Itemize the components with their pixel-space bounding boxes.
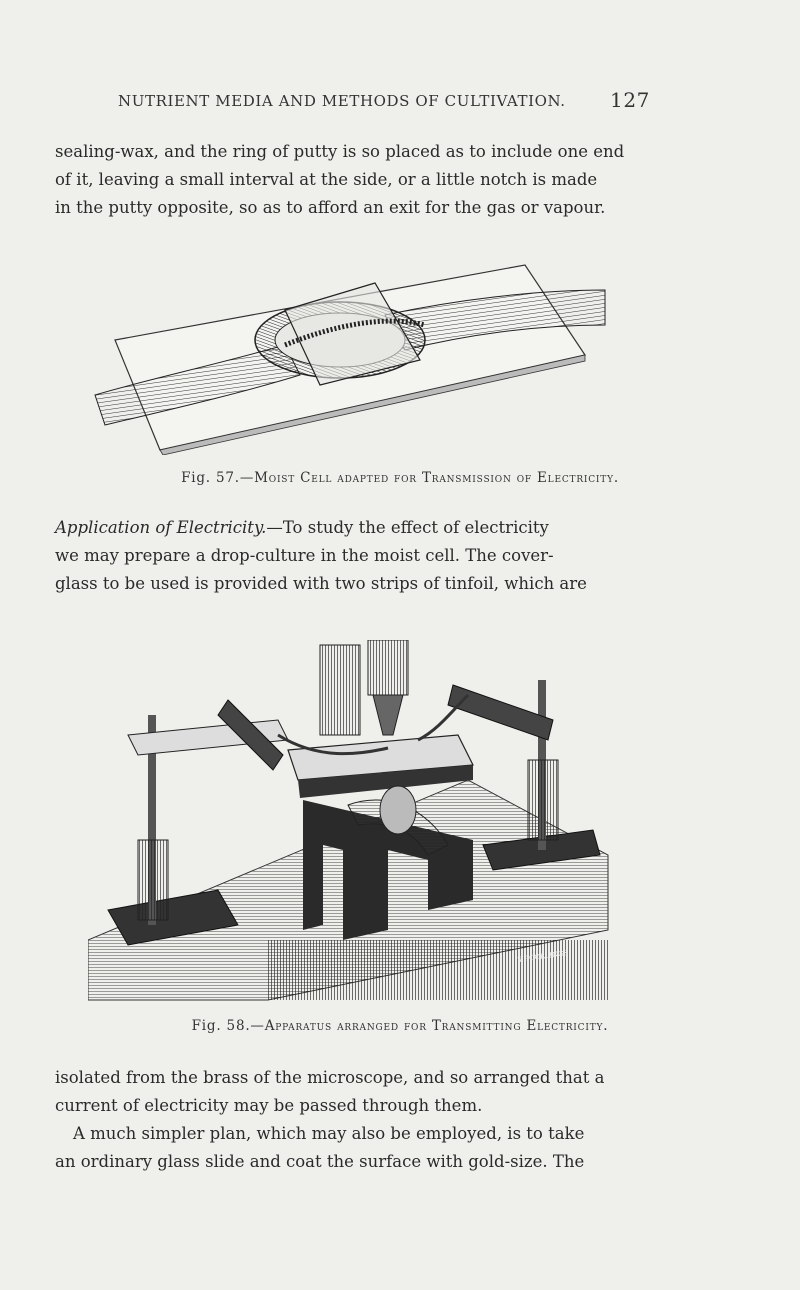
text-line: —To study the effect of electricity [266,518,549,537]
page-number: 127 [610,88,650,112]
caption-text: —Moist Cell adapted for Transmission of Electricity. [239,470,619,486]
figure-57-caption [0,470,800,486]
text-line: in the putty opposite, so as to afford an exit for the gas or vapour. [55,198,606,217]
engraver-mark: T.P.COLLINGS [517,948,569,964]
paragraph-2 [55,514,655,598]
text-line: an ordinary glass slide and coat the surface with gold-size. The [55,1152,585,1171]
paragraph-1 [55,138,655,222]
text-line: current of electricity may be passed through them. [55,1096,483,1115]
figure-label: Fig. 57. [181,470,240,486]
header-title: NUTRIENT MEDIA AND METHODS OF CULTIVATION. [118,92,566,110]
electricity-apparatus-illustration [88,640,613,1005]
text-line: A much simpler plan, which may also be employed, is to take [73,1124,585,1143]
text-line: we may prepare a drop-culture in the moist cell. The cover- [55,546,554,565]
paragraph-3 [55,1064,655,1176]
figure-label: Fig. 58. [191,1018,251,1034]
caption-text: —Apparatus arranged for Transmitting Electricity. [250,1018,609,1034]
figure-58-caption [0,1018,800,1034]
moist-cell-illustration [85,255,615,455]
text-line: sealing-wax, and the ring of putty is so placed as to include one end [55,142,625,161]
text-line: of it, leaving a small interval at the side, or a little notch is made [55,170,598,189]
text-line: isolated from the brass of the microscope, and so arranged that a [55,1068,605,1087]
text-line: glass to be used is provided with two strips of tinfoil, which are [55,574,587,593]
section-heading: Application of Electricity. [55,518,267,537]
